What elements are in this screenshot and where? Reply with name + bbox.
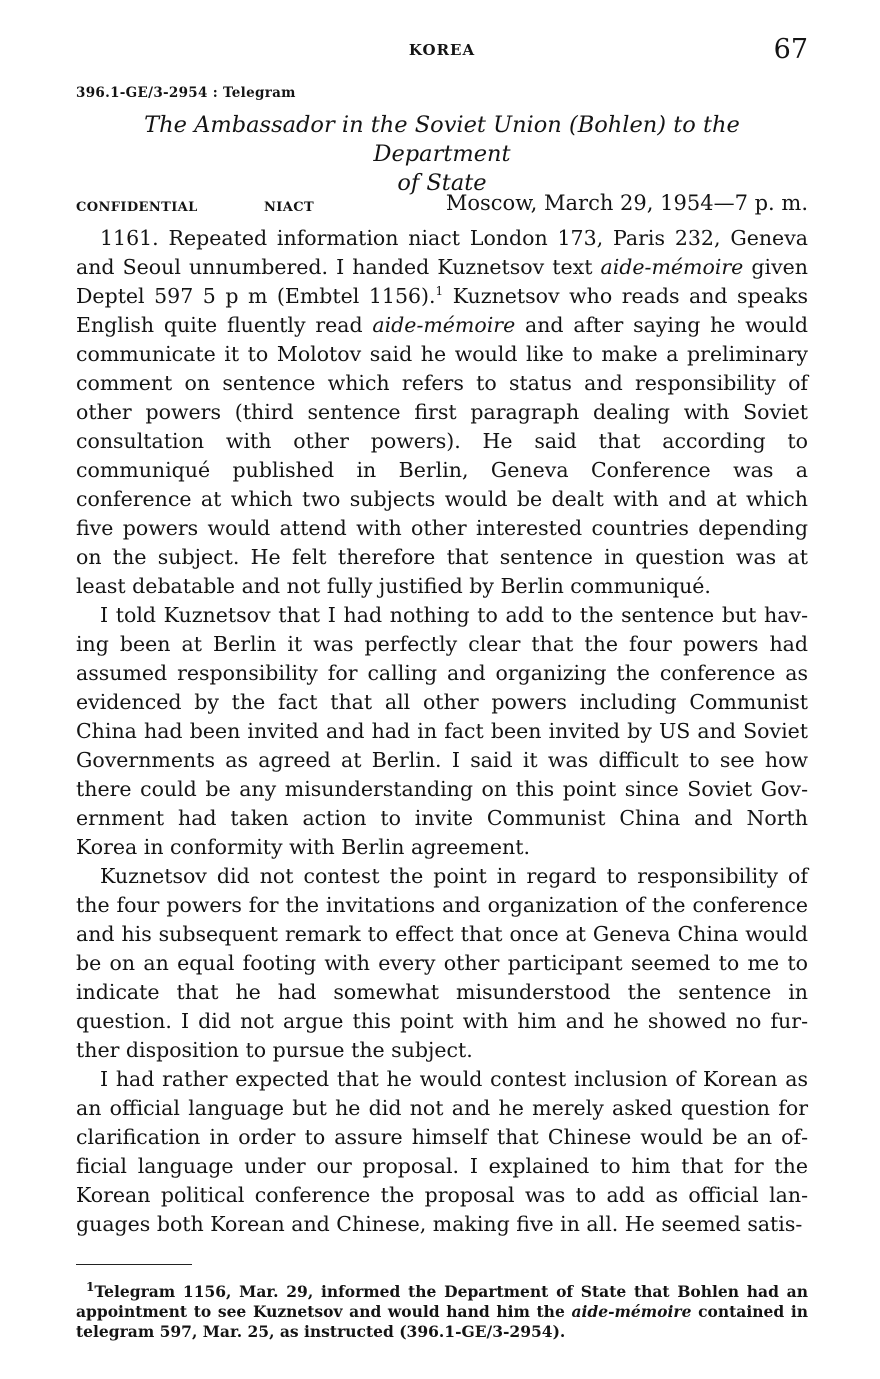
document-title-line-2: of State [397, 170, 487, 196]
paragraph-2: I told Kuznetsov that I had nothing to add to the sentence but having been at Berlin it was perfectly clear that the four powers had assumed responsibility for calling and organizing the conference as evidenced by the fact that all other powers including Communist China had been invited and had in fact been invited by US and Soviet Governments as agreed at Berlin. I said it was difficult to see how there could be any misunderstanding on this point since Soviet Government had taken action to invite Communist China and North Korea in conformity with Berlin agreement. [76, 603, 808, 859]
classification-label: CONFIDENTIAL [76, 200, 198, 215]
dateline [76, 191, 808, 219]
document-title [76, 111, 808, 198]
footnote-divider [76, 1264, 192, 1265]
paragraph-1 [76, 224, 808, 601]
paragraph-1-italic-term-a: aide-mémoire [600, 255, 744, 279]
footnote-italic-term: aide-mémoire [571, 1302, 692, 1321]
telegram-body [76, 224, 808, 1239]
footnote-paragraph [76, 1279, 808, 1342]
page-number: 67 [773, 34, 808, 65]
document-title-line-1: The Ambassador in the Soviet Union (Bohlen) to the Department [144, 112, 740, 167]
paragraph-1-italic-term-b: aide-mémoire [372, 313, 516, 337]
running-title: KOREA [408, 41, 476, 59]
footnote-reference-marker: 1 [435, 284, 444, 299]
footnote [76, 1279, 808, 1342]
footnote-text-b: contained in telegram 597, Mar. 25, as instructed (396.1-GE/3-2954). [76, 1302, 808, 1341]
footnote-text-a: Telegram 1156, Mar. 29, informed the Department of State that Bohlen had an appointment to see Kuznetsov and would hand him the [76, 1282, 808, 1321]
running-head [76, 36, 808, 66]
paragraph-4: I had rather expected that he would contest inclusion of Korean as an official language but he did not and he merely asked question for clarification in order to assure himself that Chinese would be an official language under our proposal. I explained to him that for the Korean political conference the proposal was to add as official languages both Korean and Chinese, making five in all. He seemed satis- [76, 1067, 808, 1236]
paragraph-1-text-c: Kuznetsov who reads and speaks English quite fluently read [76, 284, 808, 337]
paragraph-1-text-d: and after saying he would communicate it to Molotov said he would like to make a preliminary comment on sentence which refers to status and responsibility of other powers (third sentence first paragraph dealing with Soviet consultation with other powers). He said that according to communiqué published in Berlin, Geneva Conference was a conference at which two subjects would be dealt with and at which five powers would attend with other interested countries depending on the subject. He felt therefore that sentence in question was at least debatable and not fully justified by Berlin communiqué. [76, 313, 809, 598]
paragraph-3: Kuznetsov did not contest the point in regard to responsibility of the four powers for the invitations and organization of the conference and his subsequent remark to effect that once at Geneva China would be on an equal footing with every other participant seemed to me to indicate that he had somewhat misunderstood the sentence in question. I did not argue this point with him and he showed no further disposition to pursue the subject. [76, 864, 808, 1062]
footnote-marker: 1 [86, 1279, 95, 1294]
paragraph-1-text-a: 1161. Repeated information niact London 173, Paris 232, Geneva and Seoul unnumbered. I handed Kuznetsov text [76, 226, 808, 279]
place-and-date: Moscow, March 29, 1954—7 p. m. [445, 191, 808, 215]
file-reference: 396.1-GE/3-2954 : Telegram [76, 85, 296, 101]
priority-label: NIACT [264, 200, 315, 215]
paragraph-1-text-b: given Deptel 597 5 p m (Embtel 1156). [76, 255, 808, 308]
